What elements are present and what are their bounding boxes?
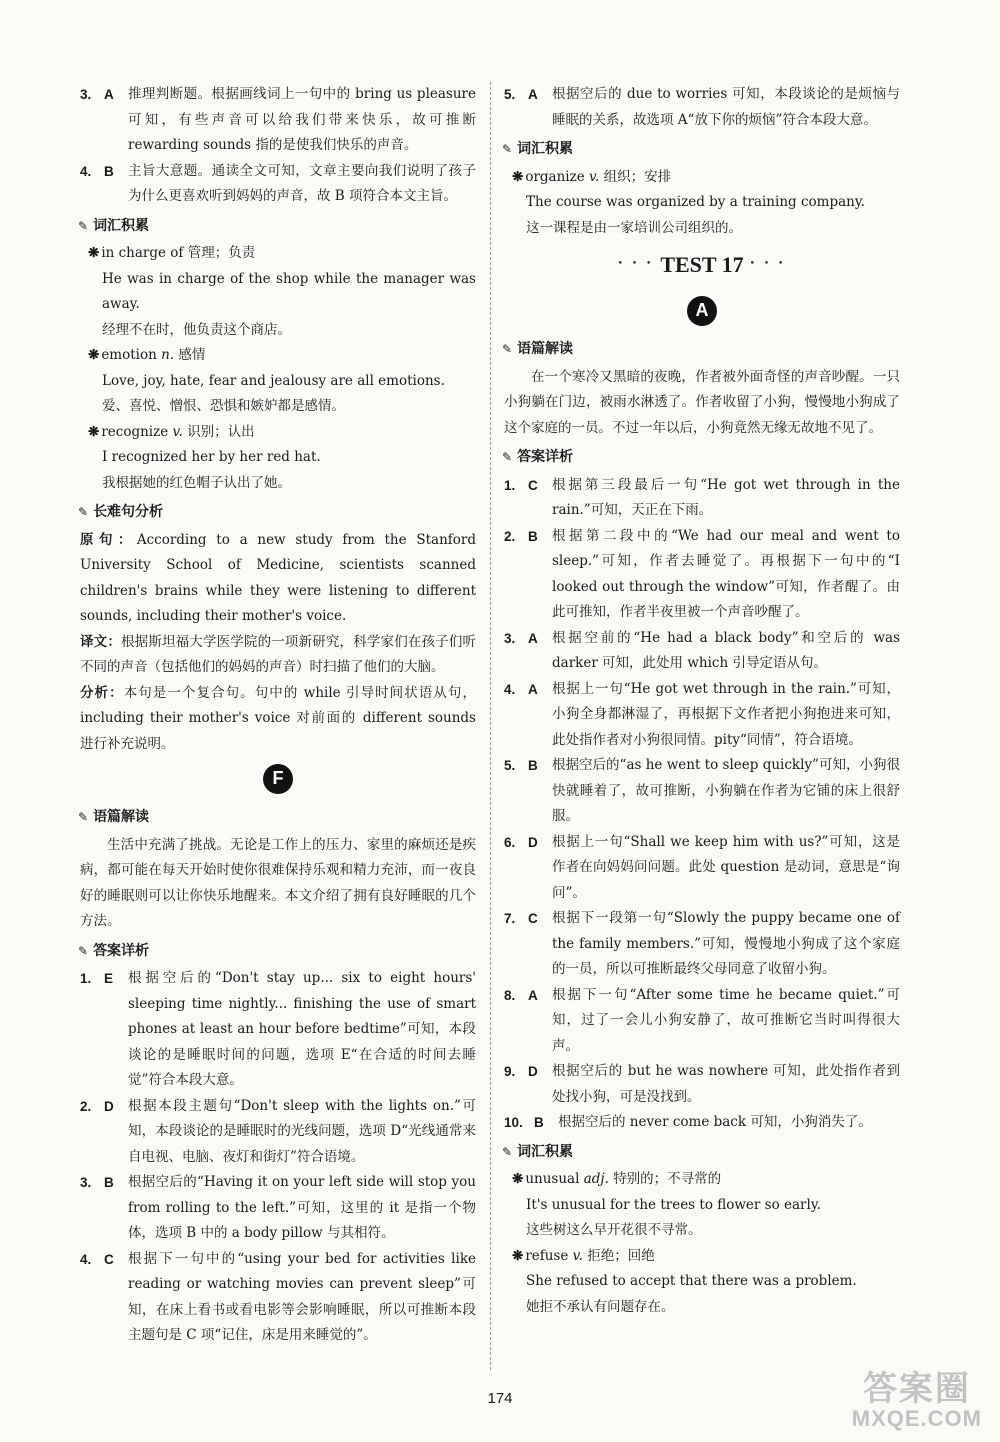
item-explanation: 根据第三段最后一句“He got wet through in the rain.”可知，天正在下雨。 [552, 476, 900, 518]
answer-item [504, 473, 900, 524]
item-answer: B [104, 1175, 114, 1190]
section-title: 词汇积累 [517, 141, 574, 157]
dots-right: • • • [749, 259, 787, 270]
item-answer: A [528, 87, 538, 102]
vocab-word: refuse [525, 1247, 573, 1264]
vocab-example-en: She refused to accept that there was a problem. [526, 1273, 857, 1289]
vocab-meaning: 识别；认出 [182, 423, 255, 440]
original-label: 原句： [80, 531, 137, 548]
item-explanation: 根据上一句“Shall we keep him with us?”可知，这是作者在向妈妈问问题。此处 question 是动词，意思是“询问”。 [552, 833, 900, 901]
item-number: 10. [504, 1115, 523, 1130]
vocab-word: in charge of [101, 245, 184, 261]
vocab-example-zh: 这一课程是由一家培训公司组织的。 [526, 219, 742, 236]
item-explanation: 根据空后的“Having it on your left side will stop you from rolling to the left.”可知，这里的 it 是指一个物体，选项 B 中的 a body pillow 与其相符。 [128, 1174, 476, 1241]
star-icon: ❋ [512, 1247, 524, 1264]
vocab-meaning: 感情 [174, 347, 206, 363]
analysis-label: 分析： [80, 684, 124, 701]
answer-item [504, 626, 900, 677]
item-number: 4. [80, 163, 92, 179]
answer-item [80, 1094, 476, 1171]
vocab-word: unusual [525, 1171, 584, 1187]
section-heading [78, 939, 476, 965]
vocab-entry [504, 165, 900, 242]
item-number: 9. [504, 1064, 516, 1079]
watermark-logo [852, 1361, 982, 1432]
passage-badge: F [263, 764, 293, 794]
passage-badge-wrap [80, 757, 476, 801]
vocab-meaning: 管理；负责 [183, 245, 256, 261]
item-answer: A [528, 681, 538, 697]
item-number: 5. [504, 758, 516, 773]
pencil-icon: ✎ [78, 505, 89, 519]
star-icon: ❋ [512, 1171, 524, 1187]
item-number: 6. [504, 834, 516, 850]
vocab-pos: v. [172, 423, 183, 440]
vocab-entry [504, 1244, 900, 1321]
vocab-word: recognize [101, 423, 173, 440]
vocab-headword [504, 165, 900, 191]
translation-text: 根据斯坦福大学医学院的一项新研究，科学家们在孩子们听不同的声音（包括他们的妈妈的声音）时扫描了他们的大脑。 [80, 633, 477, 675]
answer-item [504, 524, 900, 626]
pencil-icon: ✎ [502, 142, 513, 156]
item-number: 4. [504, 681, 516, 697]
item-explanation: 根据空后的 never come back 可知，小狗消失了。 [558, 1114, 872, 1130]
page-number: 174 [487, 1390, 513, 1407]
item-explanation: 主旨大意题。通读全文可知，文章主要向我们说明了孩子为什么更喜欢听到妈妈的声音，故 B 项符合本文主旨。 [128, 162, 476, 204]
item-number: 2. [80, 1098, 92, 1114]
item-explanation: 根据空前的“He had a black body”和空后的 was darker 可知，此处用 which 引导定语从句。 [552, 629, 900, 671]
section-title: 语篇解读 [93, 809, 150, 825]
star-icon: ❋ [88, 245, 100, 261]
pencil-icon: ✎ [78, 943, 89, 958]
item-explanation: 根据上一句“He got wet through in the rain.”可知，小狗全身都淋湿了，再根据下文作者把小狗抱进来可知，此处指作者对小狗很同情。pity“同情”，符合语境。 [552, 680, 900, 748]
vocab-headword [80, 343, 476, 369]
item-explanation: 根据下一段第一句“Slowly the puppy became one of the family members.”可知，慢慢地小狗成了这个家庭的一员，所以可推断最终父母同意了收留小狗。 [552, 910, 900, 977]
star-icon: ❋ [88, 347, 100, 363]
item-answer: B [534, 1115, 544, 1130]
vocab-example-zh: 她拒不承认有问题存在。 [526, 1298, 675, 1315]
vocab-pos: v. [589, 168, 600, 185]
vocab-example-zh: 经理不在时，他负责这个商店。 [102, 321, 291, 338]
translation [80, 630, 476, 681]
item-number: 1. [80, 971, 92, 986]
passage-badge: A [687, 296, 717, 326]
item-number: 5. [504, 87, 516, 102]
vocab-headword [504, 1244, 900, 1270]
item-number: 2. [504, 528, 516, 544]
vocab-headword [80, 241, 476, 267]
answer-item [504, 906, 900, 983]
item-answer: B [528, 528, 538, 544]
analysis-text: 本句是一个复合句。句中的 while 引导时间状语从句，including their mother's voice 对前面的 different sounds 进行补充说明。 [80, 684, 476, 752]
item-answer: C [528, 911, 538, 926]
vocab-example-en: Love, joy, hate, fear and jealousy are all emotions. [102, 372, 445, 389]
item-explanation: 根据第二段中的“We had our meal and went to sleep.”可知，作者去睡觉了。再根据下一句中的“I looked out through the window”可知，作者醒了。由此可推知，作者半夜里被一个声音吵醒了。 [552, 527, 900, 620]
vocab-example-zh: 我根据她的红色帽子认出了她。 [102, 474, 291, 491]
item-answer: C [104, 1251, 114, 1267]
item-number: 3. [80, 87, 92, 102]
vocab-entry [80, 343, 476, 420]
section-title: 词汇积累 [93, 217, 150, 234]
star-icon: ❋ [88, 423, 100, 440]
passage-badge-wrap [504, 289, 900, 333]
item-answer: B [104, 163, 114, 179]
item-answer: A [104, 87, 114, 102]
answer-item [504, 1059, 900, 1110]
answer-item [504, 753, 900, 830]
section-heading [502, 445, 900, 471]
section-title: 答案详析 [93, 942, 150, 959]
item-explanation: 根据下一句“After some time he became quiet.”可知，过了一会儿小狗安静了，故可推断它当时叫得很大声。 [552, 986, 900, 1054]
vocab-word: organize [525, 168, 589, 185]
vocab-entry [80, 420, 476, 497]
item-answer: A [528, 987, 538, 1003]
test-heading [504, 241, 900, 289]
vocab-pos: adj. [583, 1171, 609, 1187]
section-title: 词汇积累 [517, 1143, 574, 1160]
star-icon: ❋ [512, 168, 524, 185]
item-answer: D [104, 1098, 114, 1114]
item-explanation: 根据本段主题句“Don't sleep with the lights on.”可知，本段谈论的是睡眠时的光线问题，选项 D“光线通常来自电视、电脑、夜灯和街灯”符合语境。 [128, 1097, 476, 1165]
item-answer: A [528, 630, 538, 646]
translation-label: 译文： [80, 633, 121, 650]
column-divider [490, 82, 491, 1370]
vocab-example-en: He was in charge of the shop while the manager was away. [102, 270, 476, 312]
pencil-icon: ✎ [502, 1144, 513, 1159]
left-column [80, 82, 476, 1349]
section-title: 语篇解读 [517, 341, 574, 357]
analysis [80, 681, 476, 758]
section-title: 答案详析 [517, 449, 574, 465]
vocab-meaning: 特别的；不寻常的 [608, 1171, 722, 1187]
section-heading [78, 805, 476, 831]
item-number: 1. [504, 477, 516, 493]
item-explanation: 推理判断题。根据画线词上一句中的 bring us pleasure 可知，有些声音可以给我们带来快乐，故可推断 rewarding sounds 指的是使我们快乐的声音。 [128, 86, 476, 153]
vocab-pos: n. [161, 347, 175, 363]
vocab-word: emotion [101, 347, 162, 363]
answer-item [80, 966, 476, 1094]
vocab-meaning: 组织；安排 [599, 168, 672, 185]
item-explanation: 根据空后的 due to worries 可知，本段谈论的是烦恼与睡眠的关系，故选项 A“放下你的烦恼”符合本段大意。 [552, 86, 900, 128]
section-title: 长难句分析 [93, 504, 164, 520]
item-answer: E [104, 971, 114, 986]
pencil-icon: ✎ [502, 450, 513, 464]
item-explanation: 根据空后的“Don't stay up... six to eight hours' sleeping time nightly... finishing the use of smart phones at least an hour before bedtime”可知，本段谈论的是睡眠时间的问题，选项 E“在合适的时间去睡觉”符合本段大意。 [128, 970, 476, 1088]
vocab-example-zh: 这些树这么早开花很不寻常。 [526, 1222, 702, 1238]
vocab-example-en: I recognized her by her red hat. [102, 449, 321, 465]
section-heading [502, 137, 900, 163]
answer-item [504, 983, 900, 1060]
answer-item [504, 82, 900, 133]
vocab-example-en: It's unusual for the trees to flower so early. [526, 1196, 821, 1213]
answer-item [80, 159, 476, 210]
item-number: 3. [80, 1175, 92, 1190]
item-answer: D [528, 834, 538, 850]
vocab-meaning: 拒绝；回绝 [582, 1247, 655, 1264]
pencil-icon: ✎ [78, 810, 89, 824]
answer-item [504, 830, 900, 907]
pencil-icon: ✎ [78, 218, 89, 233]
answer-item [80, 1247, 476, 1349]
vocab-entry [504, 1167, 900, 1244]
vocab-entry [80, 241, 476, 343]
passage-summary: 生活中充满了挑战。无论是工作上的压力、家里的麻烦还是疾病，都可能在每天开始时使你很难保持乐观和精力充沛，而一夜良好的睡眠则可以让你快乐地醒来。本文介绍了拥有良好睡眠的几个方法。 [80, 836, 476, 929]
vocab-pos: v. [572, 1247, 583, 1264]
watermark-text: 答案圈 [862, 1369, 971, 1409]
section-heading [502, 1140, 900, 1166]
test-title: TEST 17 [660, 252, 744, 278]
item-number: 4. [80, 1251, 92, 1267]
vocab-example-en: The course was organized by a training company. [526, 194, 865, 210]
item-answer: D [528, 1064, 538, 1079]
answer-item [80, 82, 476, 159]
item-answer: B [528, 758, 538, 773]
dots-left: • • • [617, 259, 655, 270]
vocab-example-zh: 爱、喜悦、憎恨、恐惧和嫉妒都是感情。 [102, 398, 345, 414]
item-number: 8. [504, 987, 516, 1003]
answer-item [504, 1110, 900, 1136]
vocab-headword [504, 1167, 900, 1193]
section-heading [78, 214, 476, 240]
answer-item [504, 677, 900, 754]
original-text: According to a new study from the Stanford University School of Medicine, scientists scanned children's brains while they were listening to different sounds, including their mother's voice. [80, 531, 476, 624]
answer-item [80, 1170, 476, 1247]
item-number: 3. [504, 630, 516, 646]
item-explanation: 根据空后的 but he was nowhere 可知，此处指作者到处找小狗，可是没找到。 [552, 1063, 900, 1105]
item-explanation: 根据空后的“as he went to sleep quickly”可知，小狗很快就睡着了，故可推断，小狗躺在作者为它铺的床上很舒服。 [552, 757, 900, 824]
original-sentence [80, 528, 476, 630]
pencil-icon: ✎ [502, 342, 513, 356]
item-number: 7. [504, 911, 516, 926]
section-heading [502, 337, 900, 363]
section-heading [78, 500, 476, 526]
vocab-headword [80, 420, 476, 446]
item-explanation: 根据下一句中的“using your bed for activities like reading or watching movies can prevent sleep”可知，在床上看书或看电影等会影响睡眠，所以可推断本段主题句是 C 项“记住，床是用来睡觉的”。 [128, 1250, 476, 1343]
right-column [504, 82, 900, 1320]
watermark-domain: MXQE.COM [851, 1406, 982, 1431]
item-answer: C [528, 477, 538, 493]
passage-summary: 在一个寒冷又黑暗的夜晚，作者被外面奇怪的声音吵醒。一只小狗躺在门边，被雨水淋透了。作者收留了小狗，慢慢地小狗成了这个家庭的一员。不过一年以后，小狗竟然无缘无故地不见了。 [504, 368, 900, 436]
